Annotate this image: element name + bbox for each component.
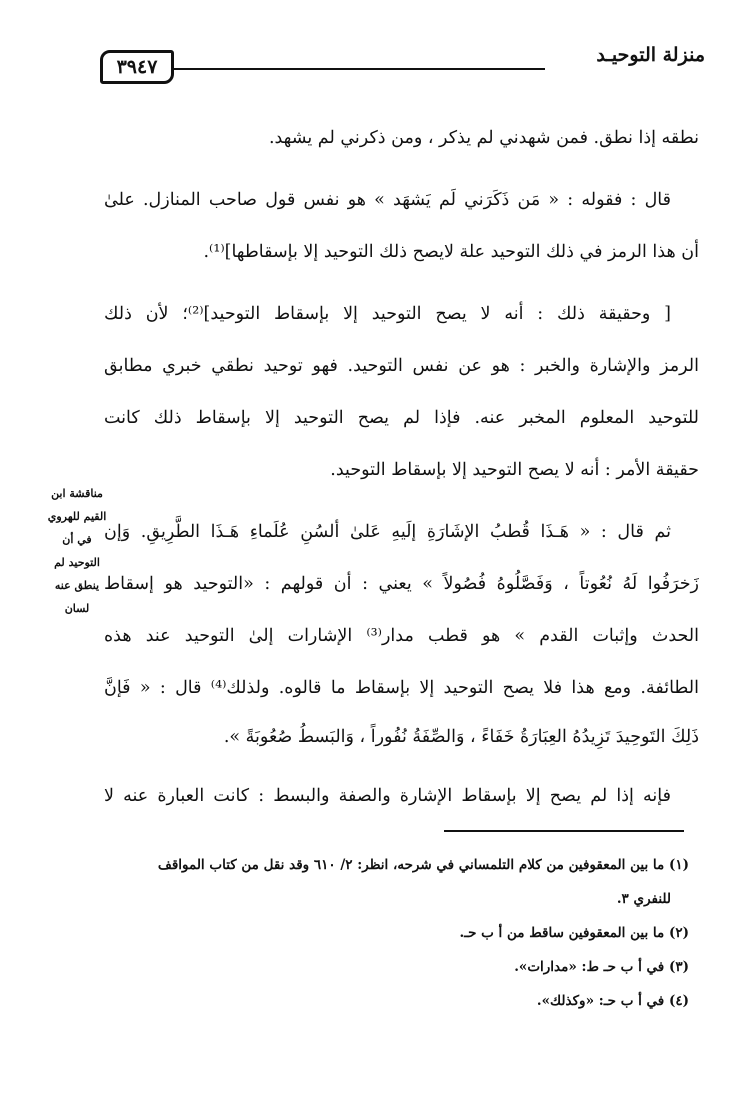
text-line: [ وحقيقة ذلك : أنه لا يصح التوحيد إلا بإسقاط التوحيد]⁽²⁾؛ لأن ذلك [104,304,671,324]
text-line: الطائفة. ومع هذا فلا يصح التوحيد إلا بإسقاط ما قالوه. ولذلك⁽⁴⁾ قال : « فَإنَّ [104,678,699,698]
margin-note-line: القيم للهروي [47,510,107,523]
text-line: قال : فقوله : « مَن ذَكَرَني لَم يَشهَد » هو نفس قول صاحب المنازل. علىٰ [104,190,671,210]
text-line: ثم قال : « هَـذَا قُطبُ الإشَارَةِ إلَيهِ عَلىٰ ألسُنِ عُلَماءِ هَـذَا الطَّرِيقِ. وَإن [104,522,671,542]
margin-note-line: ينطق عنه [54,579,100,592]
margin-note-line: مناقشة ابن [51,487,103,500]
margin-note-line: التوحيد لم [54,556,100,569]
text-line: للتوحيد المعلوم المخبر عنه. فإذا لم يصح التوحيد إلا بإسقاط ذلك كانت [104,408,699,428]
footnote: (٢) ما بين المعقوفين ساقط من أ ب حـ. [459,925,689,941]
page-header [100,44,705,84]
running-title: منزلة التوحيـد [596,44,705,66]
text-line: حقيقة الأمر : أنه لا يصح التوحيد إلا بإسقاط التوحيد. [330,460,699,480]
text-line: نطقه إذا نطق. فمن شهدني لم يذكر ، ومن ذكرني لم يشهد. [268,128,699,148]
footnote-separator [444,830,684,832]
margin-note [40,482,114,620]
header-rule [172,68,545,70]
footnote: (٤) في أ ب حـ: «وكذلك». [536,993,689,1009]
footnote: (١) ما بين المعقوفين من كلام التلمساني في شرحه، انظر: ٢/ ٦١٠ وقد نقل من كتاب المواقف [157,857,689,873]
text-line: زَخرَفُوا لَهُ نُعُوتاً ، وَفَصَّلُوهُ فُصُولاً » يعني : أن قولهم : «التوحيد هو إسقاط [104,574,699,594]
footnotes [94,848,689,1018]
footnote: (٣) في أ ب حـ ط: «مدارات». [514,959,689,975]
page-number: ٣٩٤٧ [100,50,174,84]
text-line: ذَلِكَ التَوحِيدَ تَزِيدُهُ العِبَارَةُ خَفَاءً ، وَالصِّفَةُ نُفُوراً ، وَالبَسطُ صُعُوبَةً ». [223,727,699,747]
body-text [104,112,699,822]
margin-note-line: في أن [62,533,92,546]
footnote-continuation: للنفري ٣. [616,891,671,907]
text-line: فإنه إذا لم يصح إلا بإسقاط الإشارة والصفة والبسط : كانت العبارة عنه لا [104,786,671,806]
text-line: أن هذا الرمز في ذلك التوحيد علة لايصح ذلك التوحيد إلا بإسقاطها]⁽¹⁾. [203,242,699,262]
text-line: الرمز والإشارة والخبر : هو عن نفس التوحيد. فهو توحيد نطقي خبري مطابق [104,356,699,376]
margin-note-line: لسان [64,602,90,615]
text-line: الحدث وإثبات القدم » هو قطب مدار⁽³⁾ الإشارات إلىٰ التوحيد عند هذه [104,626,699,646]
